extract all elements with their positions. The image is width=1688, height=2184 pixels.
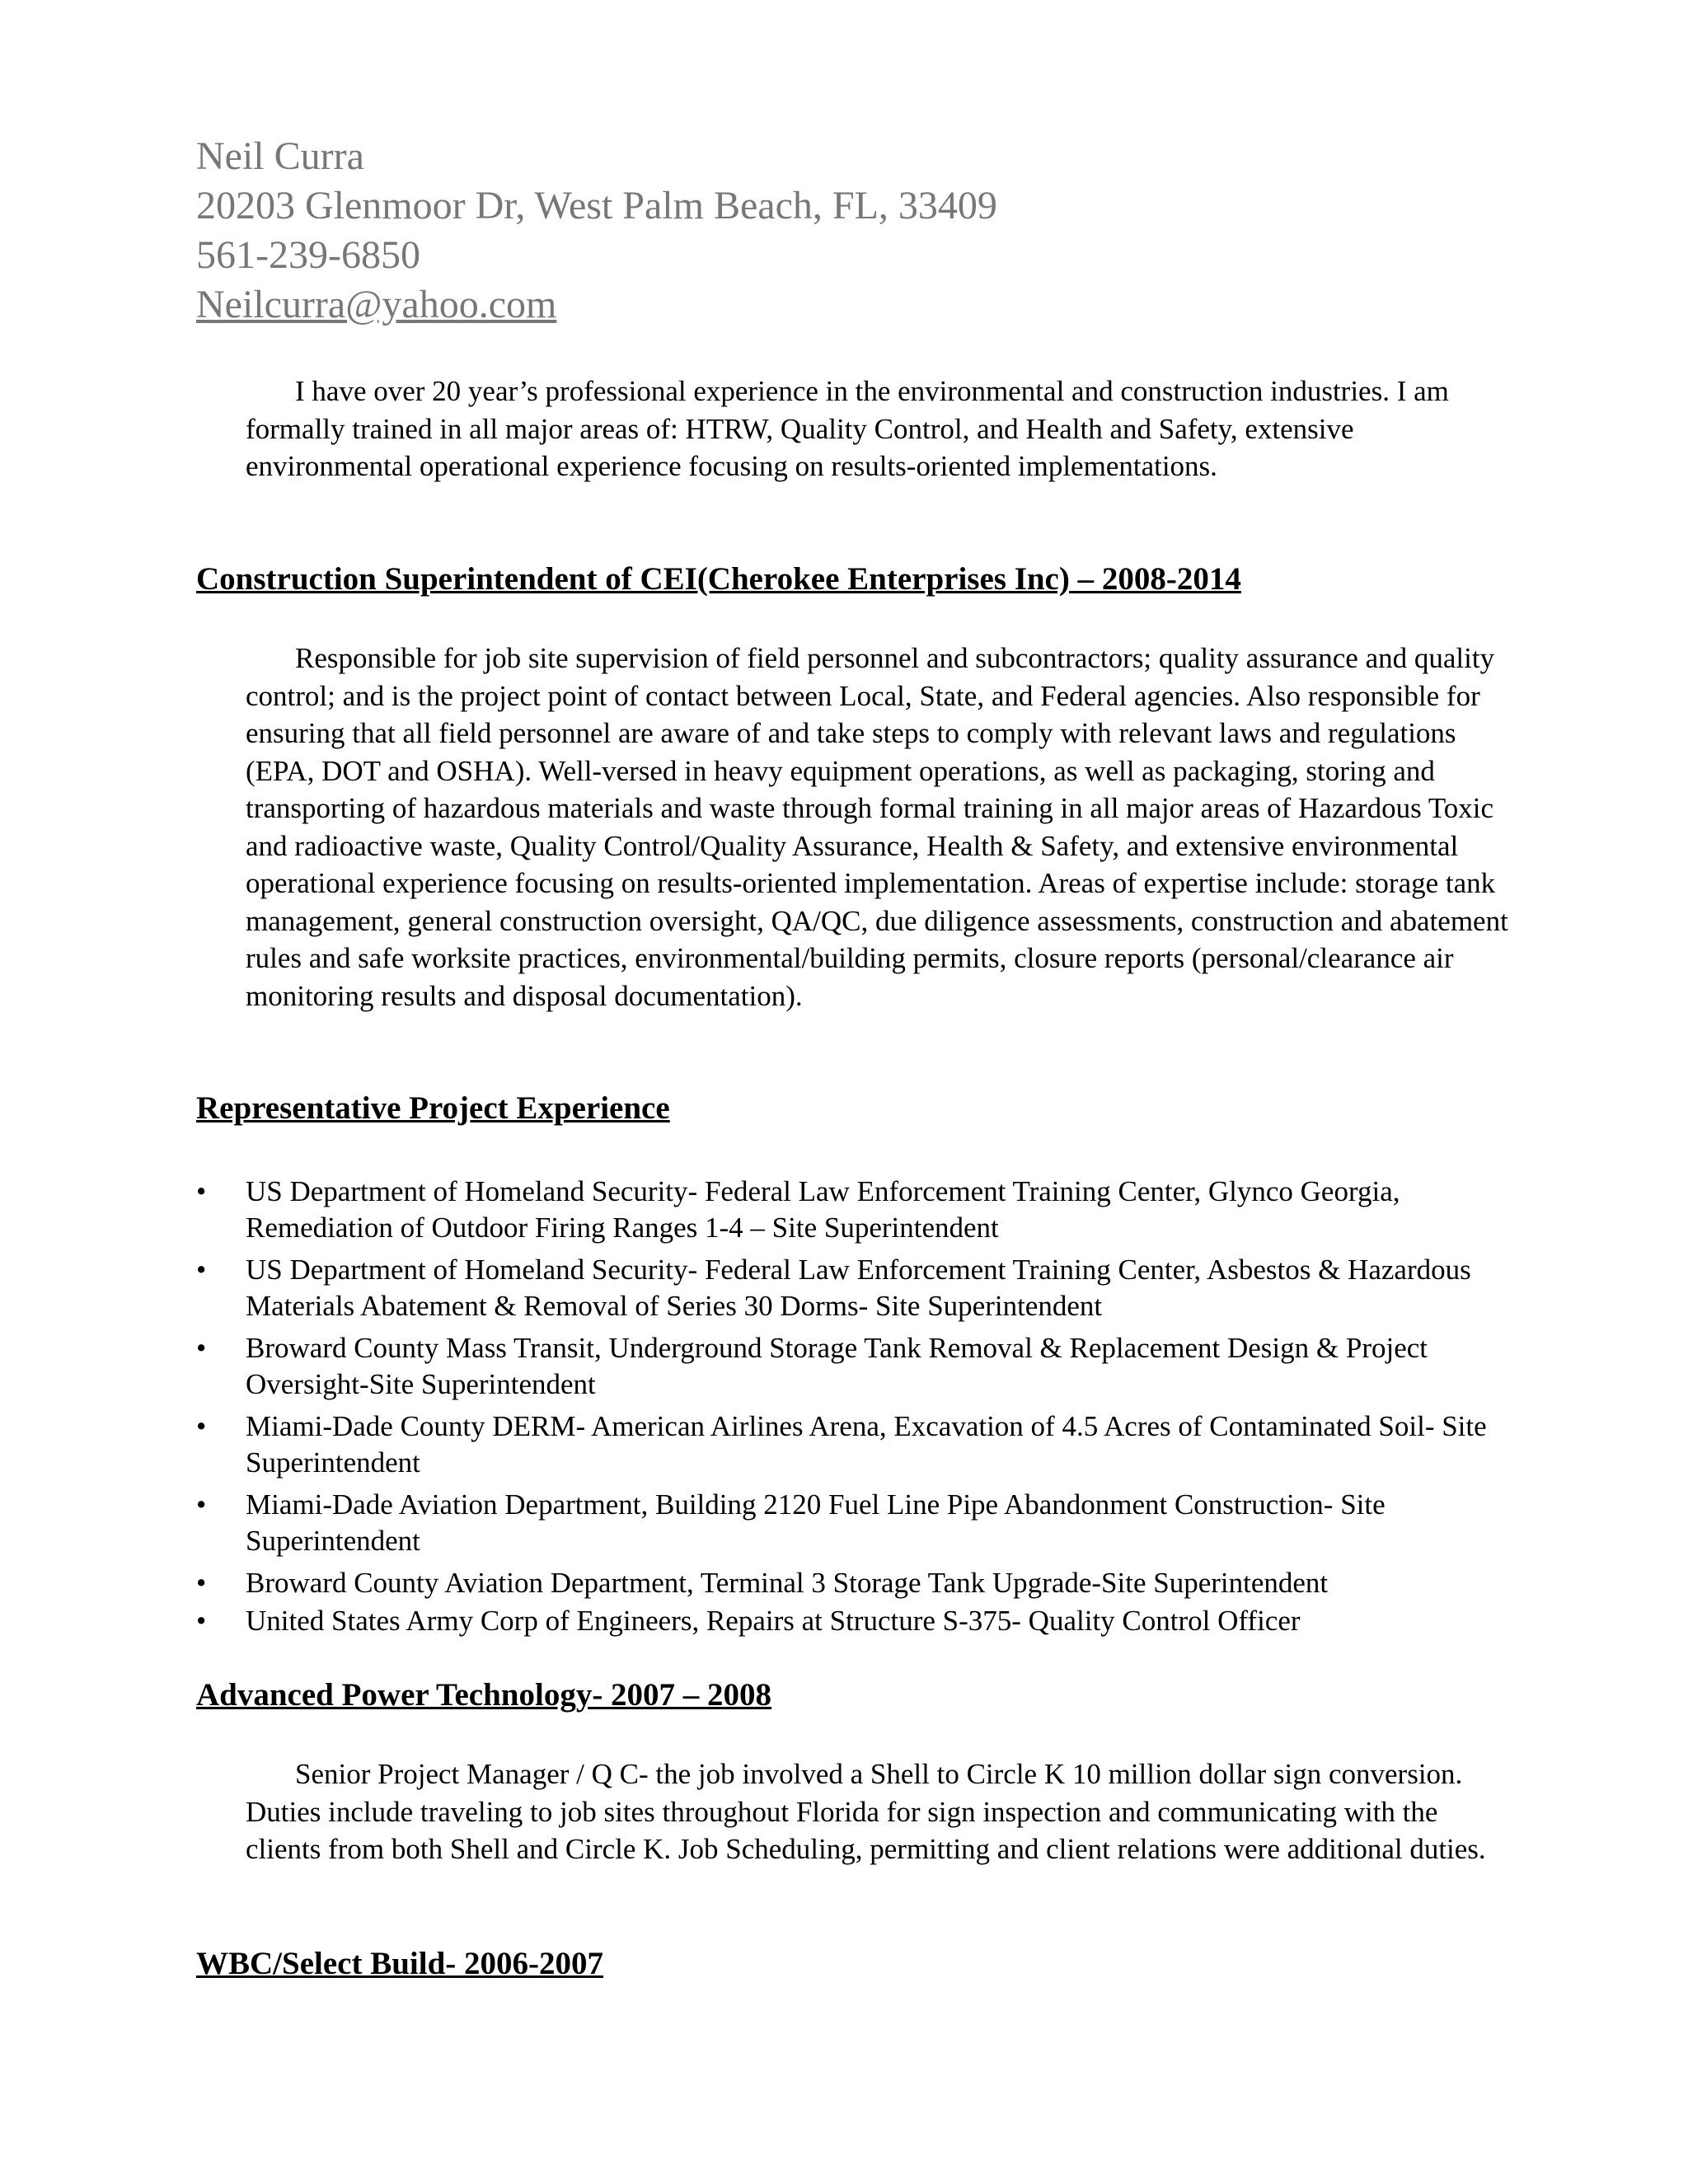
project-text: Broward County Mass Transit, Underground Storage Tank Removal & Replacement Design & Project Oversight-Site Superintendent [246,1332,1428,1400]
list-item [196,1252,1531,1324]
list-item [196,1603,1531,1639]
cei-text: Responsible for job site supervision of field personnel and subcontractors; quality assurance and quality control; and is the project point of contact between Local, State, and Federal agencies. Also responsible for ensuring that all field personnel are aware of and take steps to comply with relevant laws and regulations (EPA, DOT and OSHA). Well-versed in heavy equipment operations, as well as packaging, storing and transporting of hazardous materials and waste through formal training in all major areas of Hazardous Toxic and radioactive waste, Quality Control/Quality Assurance, Health & Safety, and extensive environmental operational experience focusing on results-oriented implementation. Areas of expertise include: storage tank management, general construction oversight, QA/QC, due diligence assessments, construction and abatement rules and safe worksite practices, environmental/building permits, closure reports (personal/clearance air monitoring results and disposal documentation). [246,642,1508,1012]
list-item [196,1330,1531,1403]
apt-text: Senior Project Manager / Q C- the job involved a Shell to Circle K 10 million dollar sign conversion. Duties include traveling to job sites throughout Florida for sign inspection and communicating with the clients from both Shell and Circle K. Job Scheduling, permitting and client relations were additional duties. [246,1758,1486,1865]
project-text: Miami-Dade County DERM- American Airlines Arena, Excavation of 4.5 Acres of Contaminated Soil- Site Superintendent [246,1410,1487,1479]
email-link[interactable]: Neilcurra@yahoo.com [196,283,557,326]
phone-number: 561-239-6850 [196,233,420,277]
apt-paragraph [246,1755,1515,1868]
bullet-icon: • [196,1410,207,1442]
list-item [196,1487,1531,1559]
summary-paragraph [246,373,1515,485]
street-address: 20203 Glenmoor Dr, West Palm Beach, FL, 33409 [196,184,997,227]
project-text: United States Army Corp of Engineers, Repairs at Structure S-375- Quality Control Officer [246,1605,1301,1637]
wbc-heading: WBC/Select Build- 2006-2007 [196,1946,603,1981]
candidate-name: Neil Curra [196,134,364,178]
list-item [196,1408,1531,1481]
bullet-icon: • [196,1488,207,1521]
project-text: US Department of Homeland Security- Federal Law Enforcement Training Center, Glynco Georgia, Remediation of Outdoor Firing Ranges 1-4 – Site Superintendent [246,1175,1400,1244]
cei-heading: Construction Superintendent of CEI(Cherokee Enterprises Inc) – 2008-2014 [196,561,1241,597]
projects-heading: Representative Project Experience [196,1090,670,1126]
project-text: Broward County Aviation Department, Terminal 3 Storage Tank Upgrade-Site Superintendent [246,1567,1329,1599]
project-text: US Department of Homeland Security- Federal Law Enforcement Training Center, Asbestos & Hazardous Materials Abatement & Removal of Series 30 Dorms- Site Superintendent [246,1254,1471,1322]
bullet-icon: • [196,1605,207,1637]
list-item [196,1565,1531,1601]
list-item [196,1174,1531,1246]
contact-header [196,132,997,330]
bullet-icon: • [196,1254,207,1286]
project-text: Miami-Dade Aviation Department, Building 2120 Fuel Line Pipe Abandonment Construction- Site Superintendent [246,1488,1386,1557]
cei-paragraph [246,640,1515,1015]
apt-heading: Advanced Power Technology- 2007 – 2008 [196,1677,772,1713]
bullet-icon: • [196,1175,207,1207]
bullet-icon: • [196,1567,207,1599]
bullet-icon: • [196,1332,207,1364]
project-list [196,1174,1531,1641]
summary-text: I have over 20 year’s professional experience in the environmental and construction industries. I am formally trained in all major areas of: HTRW, Quality Control, and Health and Safety, extensive environmental operational experience focusing on results-oriented implementations. [246,375,1449,482]
